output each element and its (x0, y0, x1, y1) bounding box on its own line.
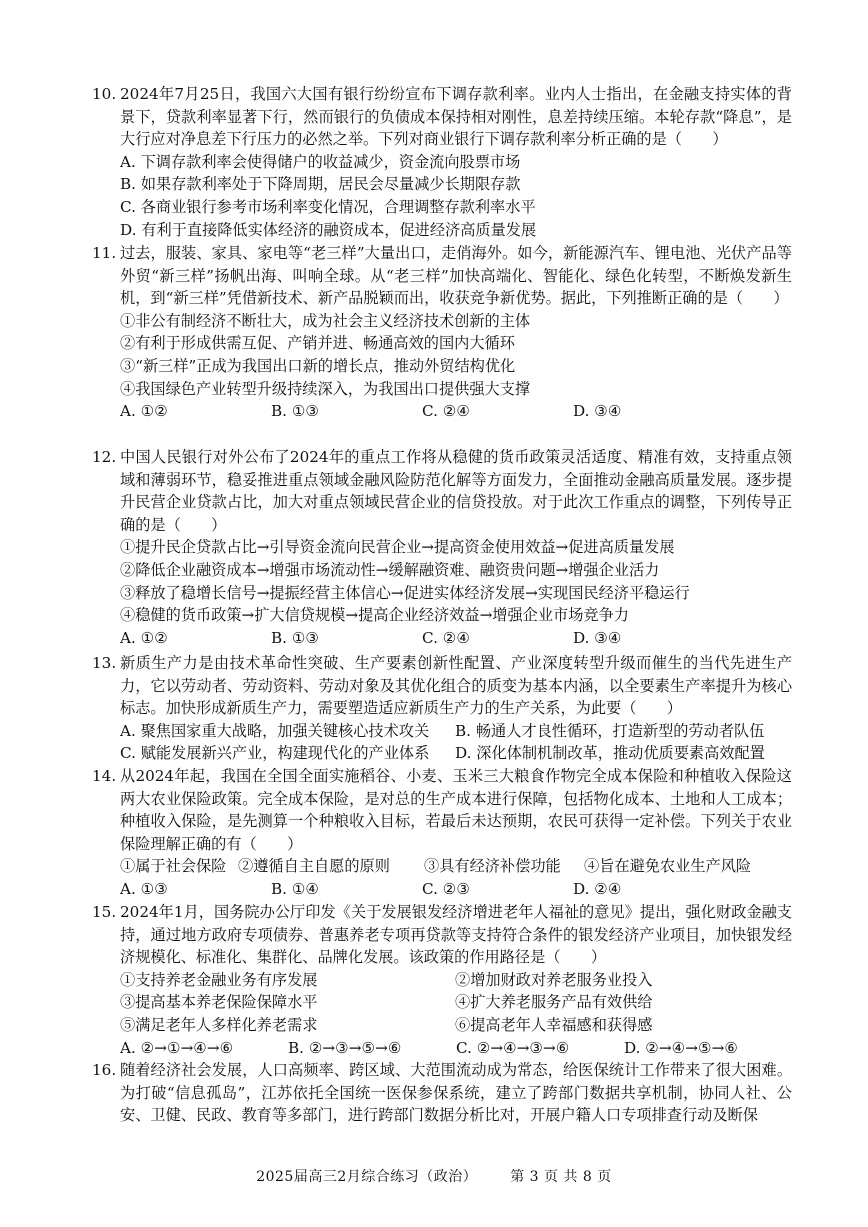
option-d: D. 有利于直接降低实体经济的融资成本，促进经济高质量发展 (120, 220, 537, 239)
option-c: C. ②④ (422, 402, 470, 421)
question-stem: 2024年1月，国务院办公厅印发《关于发展银发经济增进老年人福祉的意见》提出，强化财政金融支持，通过地方政府专项债券、普惠养老专项再贷款等支持符合条件的银发经济产业项目，加快银发经济规模化、标准化、集群化、品牌化发展。该政策的作用路径是（ ） (120, 903, 792, 967)
statement-4: ④稳健的货币政策→扩大信贷规模→提高企业经济效益→增强企业市场竞争力 (120, 606, 629, 625)
option-a: A. ②→①→④→⑥ (120, 1038, 234, 1057)
question-12 (92, 446, 792, 649)
question-15 (92, 901, 792, 1059)
option-c: C. 赋能发展新兴产业，构建现代化的产业体系 (120, 744, 430, 763)
statement-1: ①提升民企贷款占比→引导资金流向民营企业→提高资金使用效益→促进高质量发展 (120, 538, 675, 557)
statement-2: ②增加财政对养老服务业投入 (455, 970, 653, 989)
option-b: B. ①④ (271, 879, 320, 898)
question-11 (92, 242, 792, 423)
options-row (92, 400, 792, 423)
question-number: 16. (92, 1061, 117, 1079)
statements-row (92, 1014, 792, 1037)
option-b: B. ①③ (271, 628, 320, 647)
option-a: A. ①③ (120, 879, 168, 898)
question-number: 13. (92, 654, 117, 672)
statement-2: ②遵循自主自愿的原则 (238, 857, 390, 876)
option-d: D. ②④ (573, 879, 622, 898)
question-stem: 新质生产力是由技术革命性突破、生产要素创新性配置、产业深度转型升级而催生的当代先进生产力，它以劳动者、劳动资料、劳动对象及其优化组合的质变为基本内涵，以全要素生产率提升为核心标志。加快形成新质生产力，需要塑造适应新质生产力的生产关系，为此要（ ） (120, 654, 792, 718)
option-c: C. ②→④→③→⑥ (456, 1038, 570, 1057)
question-stem: 随着经济社会发展，人口高频率、跨区域、大范围流动成为常态，给医保统计工作带来了很大困难。为打破“信息孤岛”，江苏依托全国统一医保参保系统，建立了跨部门数据共享机制，协同人社、公安、卫健、民政、教育等多部门，进行跨部门数据分析比对，开展户籍人口专项排查行动及断保 (120, 1061, 792, 1125)
statements-row (92, 855, 792, 878)
question-number: 12. (92, 448, 117, 466)
question-number: 10. (92, 85, 117, 103)
statement-2: ②有利于形成供需互促、产销并进、畅通高效的国内大循环 (120, 334, 515, 353)
options-row (92, 627, 792, 650)
options-row (92, 878, 792, 901)
options-row (92, 720, 792, 743)
option-b: B. 如果存款利率处于下降周期，居民会尽量减少长期限存款 (120, 175, 521, 194)
option-d: D. ③④ (573, 402, 622, 421)
page-footer (0, 1166, 868, 1186)
statement-1: ①属于社会保险 (120, 857, 227, 876)
statement-3: ③具有经济补偿功能 (424, 857, 561, 876)
page-number: 第 3 页 共 8 页 (510, 1169, 612, 1185)
options-row (92, 1037, 792, 1060)
statement-2: ②降低企业融资成本→增强市场流动性→缓解融资难、融资贵问题→增强企业活力 (120, 560, 660, 579)
question-number: 11. (92, 244, 117, 262)
option-b: B. ②→③→⑤→⑥ (288, 1038, 402, 1057)
statements-row (92, 991, 792, 1014)
question-14 (92, 765, 792, 901)
option-c: C. 各商业银行参考市场利率变化情况，合理调整存款利率水平 (120, 197, 536, 216)
option-c: C. ②③ (422, 879, 470, 898)
statement-5: ⑤满足老年人多样化养老需求 (120, 1015, 318, 1034)
option-b: B. 畅通人才良性循环，打造新型的劳动者队伍 (455, 721, 765, 740)
question-stem: 2024年7月25日，我国六大国有银行纷纷宣布下调存款利率。业内人士指出，在金融支持实体的背景下，贷款利率显著下行，然而银行的负债成本保持相对刚性，息差持续压缩。本轮存款“降息”，是大行应对净息差下行压力的必然之举。下列对商业银行下调存款利率分析正确的是（ ） (120, 85, 792, 149)
question-stem: 中国人民银行对外公布了2024年的重点工作将从稳健的货币政策灵活适度、精准有效，支持重点领域和薄弱环节，稳妥推进重点领域金融风险防范化解等方面发力，全面推动金融高质量发展。逐步提升民营企业贷款占比，加大对重点领域民营企业的信贷投放。对于此次工作重点的调整，下列传导正确的是（ ） (120, 448, 792, 534)
option-d: D. 深化体制机制改革，推动优质要素高效配置 (455, 744, 765, 763)
question-number: 14. (92, 767, 117, 785)
option-b: B. ①③ (271, 402, 320, 421)
option-c: C. ②④ (422, 628, 470, 647)
option-a: A. ①② (120, 628, 168, 647)
question-10 (92, 83, 792, 241)
option-a: A. 聚焦国家重大战略，加强关键核心技术攻关 (120, 721, 430, 740)
statement-1: ①支持养老金融业务有序发展 (120, 970, 318, 989)
question-stem: 过去，服装、家具、家电等“老三样”大量出口，走俏海外。如今，新能源汽车、锂电池、光伏产品等外贸“新三样”扬帆出海、叫响全球。从“老三样”加快高端化、智能化、绿色化转型，不断焕发新生机，到“新三样”凭借新技术、新产品脱颖而出，收获竞争新优势。据此，下列推断正确的是（ ） (120, 244, 792, 308)
statement-4: ④旨在避免农业生产风险 (584, 857, 752, 876)
option-d: D. ③④ (573, 628, 622, 647)
statement-3: ③提高基本养老保险保障水平 (120, 993, 318, 1012)
statements-row (92, 969, 792, 992)
statement-1: ①非公有制经济不断壮大，成为社会主义经济技术创新的主体 (120, 311, 531, 330)
option-a: A. 下调存款利率会使得储户的收益减少，资金流向股票市场 (120, 152, 521, 171)
statement-3: ③释放了稳增长信号→提振经营主体信心→促进实体经济发展→实现国民经济平稳运行 (120, 583, 690, 602)
question-16 (92, 1059, 792, 1127)
option-a: A. ①② (120, 402, 168, 421)
statement-4: ④我国绿色产业转型升级持续深入，为我国出口提供强大支撑 (120, 379, 531, 398)
question-13 (92, 652, 792, 765)
options-row (92, 742, 792, 765)
statement-6: ⑥提高老年人幸福感和获得感 (455, 1015, 653, 1034)
option-d: D. ②→④→⑤→⑥ (624, 1038, 738, 1057)
question-number: 15. (92, 903, 117, 921)
exam-title: 2025届高三2月综合练习（政治） (256, 1169, 478, 1185)
statement-3: ③“新三样”正成为我国出口新的增长点，推动外贸结构优化 (120, 356, 516, 375)
question-stem: 从2024年起，我国在全国全面实施稻谷、小麦、玉米三大粮食作物完全成本保险和种植收入保险这两大农业保险政策。完全成本保险，是对总的生产成本进行保障，包括物化成本、土地和人工成本；种植收入保险，是先测算一个种粮收入目标，若最后未达预期，农民可获得一定补偿。下列关于农业保险理解正确的有（ ） (120, 767, 792, 853)
statement-4: ④扩大养老服务产品有效供给 (455, 993, 653, 1012)
